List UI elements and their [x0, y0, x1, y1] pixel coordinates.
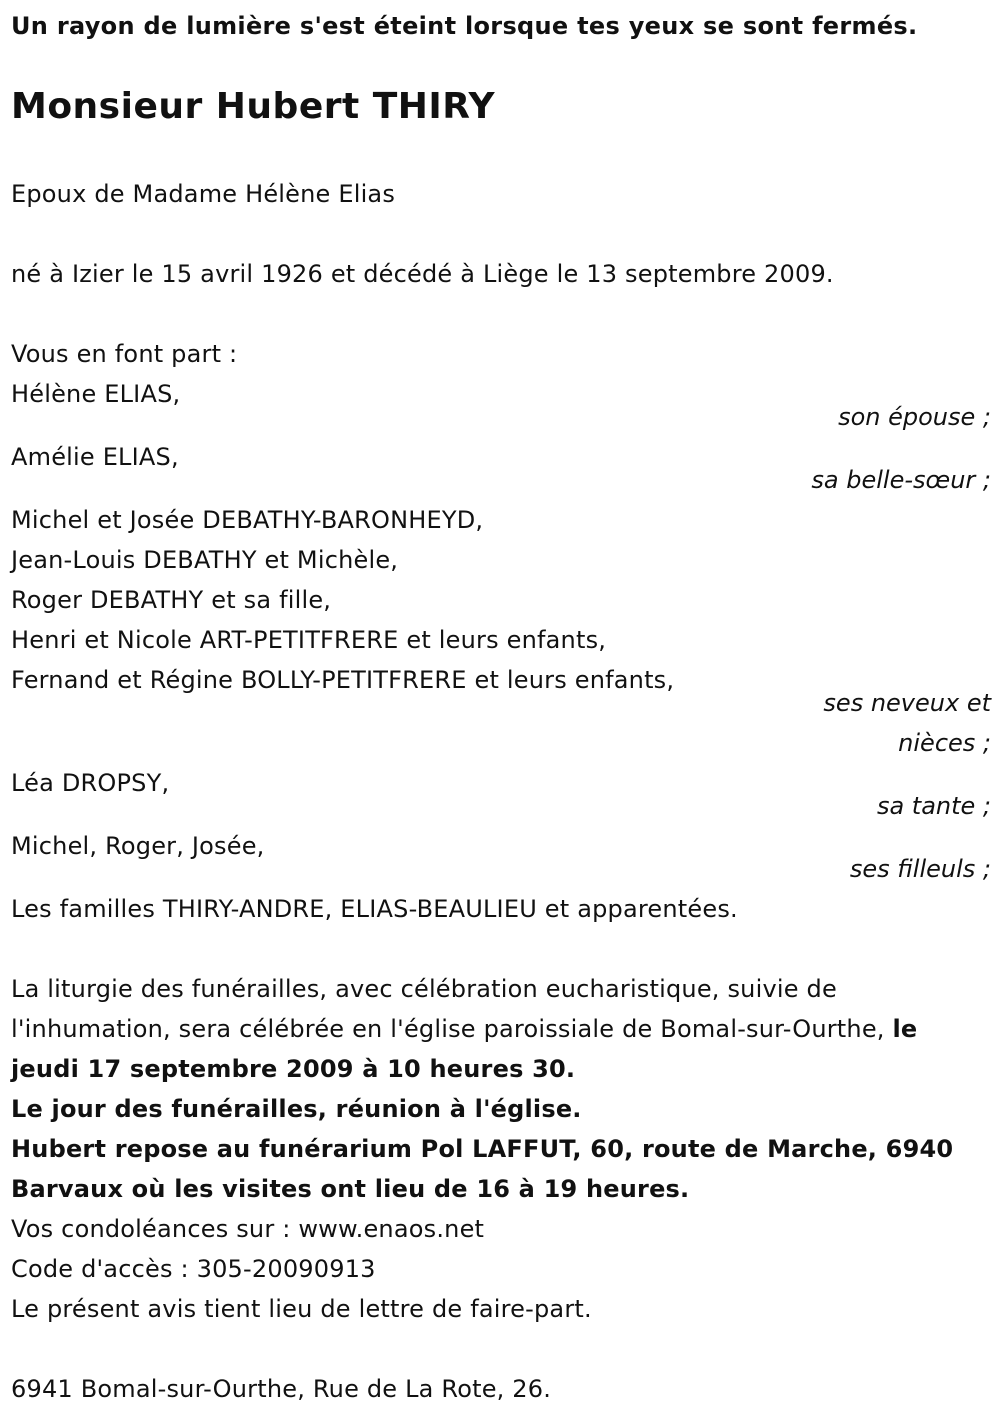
family-nephew-entry: Fernand et Régine BOLLY-PETITFRERE et leurs enfants, [11, 666, 675, 694]
family-nephew-entry: Roger DEBATHY et sa fille, [11, 586, 332, 614]
family-nephews-relation-line1: ses neveux et [823, 689, 991, 717]
notice-line: Le présent avis tient lieu de lettre de faire-part. [11, 1295, 592, 1323]
family-spouse-relation: son épouse ; [838, 403, 991, 431]
family-nephew-entry: Jean-Louis DEBATHY et Michèle, [11, 546, 399, 574]
family-nephews-relation-line2: nièces ; [898, 729, 991, 757]
family-aunt-relation: sa tante ; [876, 792, 991, 820]
condolences-line: Vos condoléances sur : www.enaos.net [11, 1215, 485, 1243]
ceremony-date-time: jeudi 17 septembre 2009 à 10 heures 30. [11, 1055, 576, 1083]
address-line: 6941 Bomal-sur-Ourthe, Rue de La Rote, 26. [11, 1375, 552, 1403]
ceremony-repose-line-1: Hubert repose au funérarium Pol LAFFUT, 60, route de Marche, 6940 [11, 1135, 954, 1163]
family-nephew-entry: Henri et Nicole ART-PETITFRERE et leurs enfants, [11, 626, 607, 654]
family-extended-line: Les familles THIRY-ANDRE, ELIAS-BEAULIEU et apparentées. [11, 895, 738, 923]
ceremony-repose-line-2: Barvaux où les visites ont lieu de 16 à 19 heures. [11, 1175, 690, 1203]
ceremony-line-2-regular: l'inhumation, sera célébrée en l'église paroissiale de Bomal-sur-Ourthe, [11, 1015, 893, 1043]
ceremony-meeting-line: Le jour des funérailles, réunion à l'église. [11, 1095, 582, 1123]
ceremony-line-2 [11, 1009, 917, 1049]
spouse-line: Epoux de Madame Hélène Elias [11, 180, 396, 208]
birth-death-line: né à Izier le 15 avril 1926 et décédé à Liège le 13 septembre 2009. [11, 260, 834, 288]
ceremony-line-1: La liturgie des funérailles, avec célébration eucharistique, suivie de [11, 975, 837, 1003]
epitaph-quote: Un rayon de lumière s'est éteint lorsque tes yeux se sont fermés. [11, 12, 918, 40]
family-spouse-name: Hélène ELIAS, [11, 380, 181, 408]
announce-intro: Vous en font part : [11, 340, 238, 368]
family-sister-in-law-name: Amélie ELIAS, [11, 443, 179, 471]
family-godchildren-relation: ses filleuls ; [849, 855, 991, 883]
deceased-name: Monsieur Hubert THIRY [11, 86, 496, 127]
family-sister-in-law-relation: sa belle-sœur ; [811, 466, 991, 494]
family-aunt-name: Léa DROPSY, [11, 769, 170, 797]
access-code-line: Code d'accès : 305-20090913 [11, 1255, 376, 1283]
family-godchildren-names: Michel, Roger, Josée, [11, 832, 265, 860]
family-nephew-entry: Michel et Josée DEBATHY-BARONHEYD, [11, 506, 484, 534]
ceremony-line-2-bold: le [892, 1015, 918, 1043]
